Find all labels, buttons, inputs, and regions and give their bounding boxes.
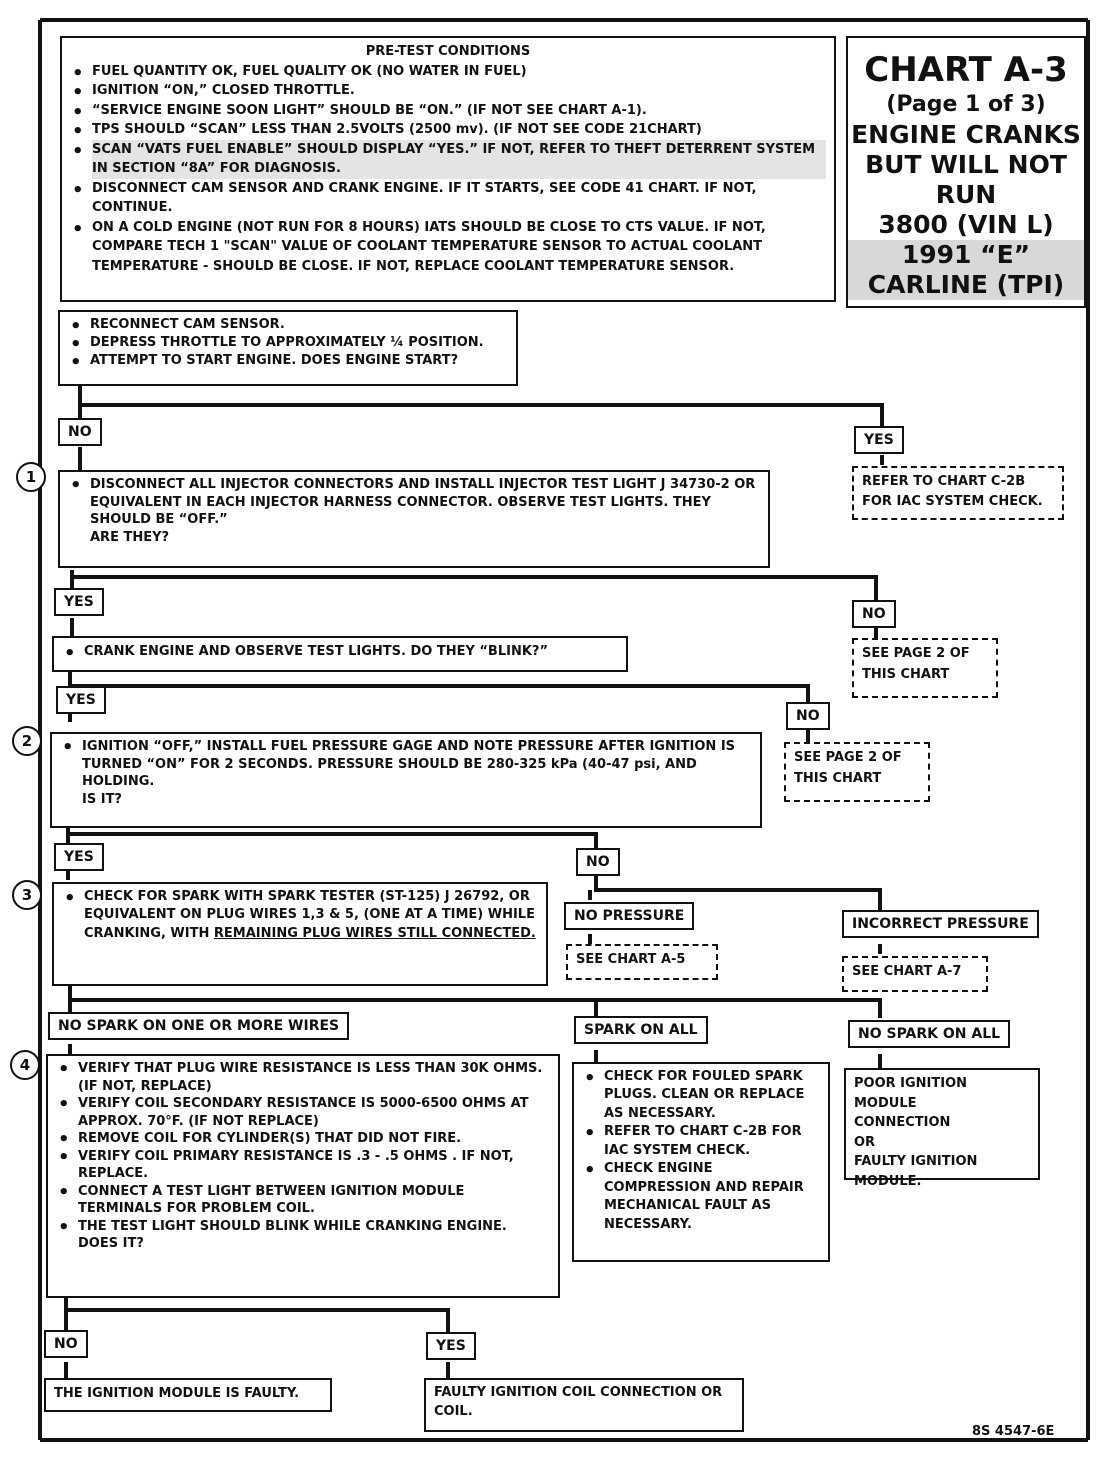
ref-page2-box: SEE PAGE 2 OF THIS CHART [852, 638, 998, 698]
label-yes: YES [54, 843, 104, 871]
step-number-4: 4 [10, 1050, 40, 1080]
step0-item: • ATTEMPT TO START ENGINE. DOES ENGINE START? [90, 352, 508, 370]
step4-question: DOES IT? [78, 1236, 144, 1252]
step2-text: • IGNITION “OFF,” INSTALL FUEL PRESSURE GAGE AND NOTE PRESSURE AFTER IGNITION IS TURNED “ON” FOR 2 SECONDS. PRESSURE SHOULD BE 280-325 kPa (40-47 psi, AND HOLDING. [82, 738, 752, 791]
chart-id: CHART A-3 [864, 50, 1068, 90]
carline-line: CARLINE (TPI) [848, 270, 1084, 300]
step3-text [84, 888, 538, 943]
spark-all-box [572, 1062, 830, 1262]
step1b-box [52, 636, 628, 672]
step4-item: • VERIFY COIL SECONDARY RESISTANCE IS 5000-6500 OHMS AT APPROX. 70°F. (IF NOT REPLACE) [78, 1095, 550, 1130]
no-spark-all-line: CONNECTION [854, 1115, 951, 1130]
year-line: 1991 “E” [848, 240, 1084, 270]
title-line-3: RUN [935, 180, 997, 209]
no-spark-all-box [844, 1068, 1040, 1189]
spark-all-item: • CHECK ENGINE COMPRESSION AND REPAIR MECHANICAL FAULT AS NECESSARY. [604, 1160, 820, 1234]
label-no: NO [44, 1330, 88, 1358]
label-no: NO [576, 848, 620, 876]
pretest-item: • SCAN “VATS FUEL ENABLE” SHOULD DISPLAY “YES.” IF NOT, REFER TO THEFT DETERRENT SYSTEM IN SECTION “8A” FOR DIAGNOSIS. [92, 140, 826, 179]
step2-question: IS IT? [82, 791, 122, 807]
pretest-item: • “SERVICE ENGINE SOON LIGHT” SHOULD BE “ON.” (IF NOT SEE CHART A-1). [92, 101, 826, 121]
label-no: NO [852, 600, 896, 628]
label-yes: YES [426, 1332, 476, 1360]
step-number-3: 3 [12, 880, 42, 910]
step3-box [52, 882, 548, 986]
label-incorrect-pressure: INCORRECT PRESSURE [842, 910, 1039, 938]
step1-text: • DISCONNECT ALL INJECTOR CONNECTORS AND INSTALL INJECTOR TEST LIGHT J 34730-2 OR EQUIVALENT IN EACH INJECTOR HARNESS CONNECTOR. OBSERVE TEST LIGHTS. THEY SHOULD BE “OFF.” [90, 476, 760, 529]
label-yes: YES [854, 426, 904, 454]
label-spark-all: SPARK ON ALL [574, 1016, 708, 1044]
ref-page2-box: SEE PAGE 2 OF THIS CHART [784, 742, 930, 802]
pretest-item: • FUEL QUANTITY OK, FUEL QUALITY OK (NO WATER IN FUEL) [92, 62, 826, 82]
ref-iac-box: REFER TO CHART C-2B FOR IAC SYSTEM CHECK. [852, 466, 1064, 520]
step4-item: • THE TEST LIGHT SHOULD BLINK WHILE CRANKING ENGINE. [78, 1218, 550, 1236]
spark-all-item: • CHECK FOR FOULED SPARK PLUGS. CLEAN OR REPLACE AS NECESSARY. [604, 1068, 820, 1123]
figure-code: 8S 4547-6E [972, 1424, 1055, 1439]
step3-underlined-text: REMAINING PLUG WIRES STILL CONNECTED. [213, 925, 536, 941]
step4-item: • VERIFY COIL PRIMARY RESISTANCE IS .3 - .5 OHMS . IF NOT, REPLACE. [78, 1148, 550, 1183]
step1-box [58, 470, 770, 568]
pretest-list [70, 62, 826, 277]
pretest-item: • ON A COLD ENGINE (NOT RUN FOR 8 HOURS) IATS SHOULD BE CLOSE TO CTS VALUE. IF NOT, COMPARE TECH 1 "SCAN" VALUE OF COOLANT TEMPERATURE SENSOR TO ACTUAL COOLANT TEMPERATURE - SHOULD BE CLOSE. IF NOT, REPLACE COOLANT TEMPERATURE SENSOR. [92, 218, 826, 277]
label-no: NO [786, 702, 830, 730]
pretest-heading: PRE-TEST CONDITIONS [365, 44, 531, 59]
step4-item: • CONNECT A TEST LIGHT BETWEEN IGNITION MODULE TERMINALS FOR PROBLEM COIL. [78, 1183, 550, 1218]
no-spark-all-line: POOR IGNITION MODULE [854, 1076, 968, 1111]
no-spark-all-line: OR [854, 1134, 876, 1150]
ref-a5-box: SEE CHART A-5 [566, 944, 718, 980]
no-spark-all-line: MODULE. [854, 1173, 922, 1189]
spark-all-item: • REFER TO CHART C-2B FOR IAC SYSTEM CHECK. [604, 1123, 820, 1160]
step-number-1: 1 [16, 462, 46, 492]
step1-question: ARE THEY? [90, 529, 170, 545]
no-spark-all-line: FAULTY IGNITION [854, 1154, 978, 1169]
result-no-box: THE IGNITION MODULE IS FAULTY. [44, 1378, 332, 1412]
step2-box [50, 732, 762, 828]
step-number-2: 2 [12, 726, 42, 756]
step4-box [46, 1054, 560, 1298]
step0-item: • DEPRESS THROTTLE TO APPROXIMATELY ¼ POSITION. [90, 334, 508, 352]
pretest-item: • TPS SHOULD “SCAN” LESS THAN 2.5VOLTS (2500 mv). (IF NOT SEE CODE 21CHART) [92, 120, 826, 140]
step0-box [58, 310, 518, 386]
step1b-text: • CRANK ENGINE AND OBSERVE TEST LIGHTS. DO THEY “BLINK?” [84, 642, 618, 662]
pretest-item: • IGNITION “ON,” CLOSED THROTTLE. [92, 81, 826, 101]
result-yes-box: FAULTY IGNITION COIL CONNECTION OR COIL. [424, 1378, 744, 1432]
label-no: NO [58, 418, 102, 446]
chart-title-block [846, 36, 1086, 308]
step4-item: • VERIFY THAT PLUG WIRE RESISTANCE IS LESS THAN 30K OHMS. (IF NOT, REPLACE) [78, 1060, 550, 1095]
pretest-box [60, 36, 836, 302]
label-no-pressure: NO PRESSURE [564, 902, 694, 930]
label-no-spark-all: NO SPARK ON ALL [848, 1020, 1010, 1048]
step3-main-text: CHECK FOR SPARK WITH SPARK TESTER (ST-125) J 26792, OR EQUIVALENT ON PLUG WIRES 1,3 & 5, (ONE AT A TIME) WHILE CRANKING, WITH [84, 889, 535, 941]
label-yes: YES [56, 686, 106, 714]
label-yes: YES [54, 588, 104, 616]
step4-item: • REMOVE COIL FOR CYLINDER(S) THAT DID NOT FIRE. [78, 1130, 550, 1148]
pretest-item: • DISCONNECT CAM SENSOR AND CRANK ENGINE. IF IT STARTS, SEE CODE 41 CHART. IF NOT, CONTINUE. [92, 179, 826, 218]
engine-line: 3800 (VIN L) [878, 210, 1054, 239]
title-line-2: BUT WILL NOT [865, 150, 1067, 179]
title-line-1: ENGINE CRANKS [851, 120, 1081, 149]
page-note: (Page 1 of 3) [886, 92, 1046, 117]
label-no-spark-one: NO SPARK ON ONE OR MORE WIRES [48, 1012, 349, 1040]
ref-a7-box: SEE CHART A-7 [842, 956, 988, 992]
step0-item: • RECONNECT CAM SENSOR. [90, 316, 508, 334]
